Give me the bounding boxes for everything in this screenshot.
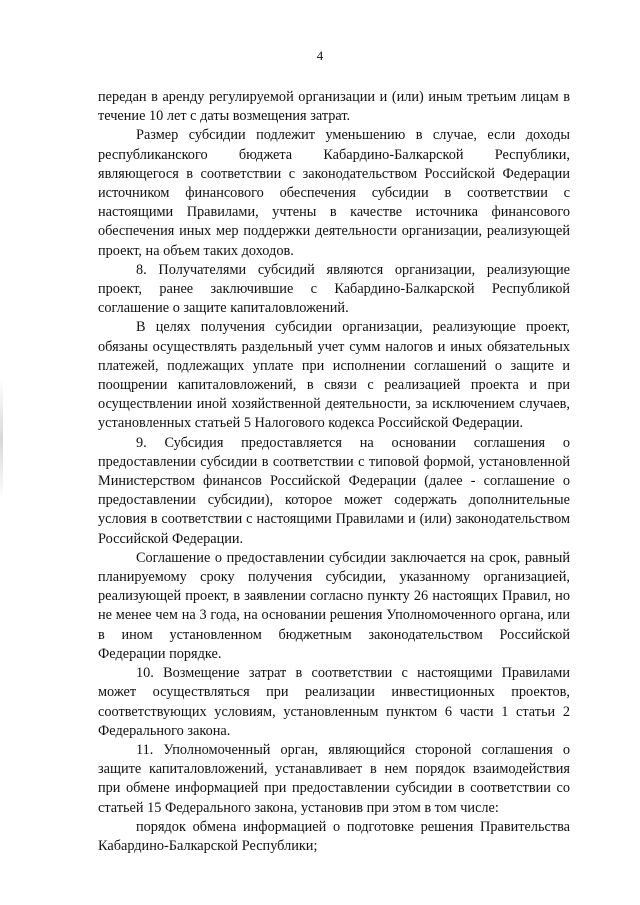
paragraph-8: 11. Уполномоченный орган, являющийся стороной соглашения о защите капиталовложений, устанавливает в нем порядок взаимодействия при обмене информацией при предоставлении субсидии в соответствии со статьей 15 Федерального закона, установив при этом в том числе:	[98, 741, 570, 816]
document-body	[98, 88, 570, 856]
page-number: 4	[316, 48, 324, 63]
paragraph-6: Соглашение о предоставлении субсидии заключается на срок, равный планируемому сроку получения субсидии, указанному организацией, реализующей проект, в заявлении согласно пункту 26 настоящих Правил, но не менее чем на 3 года, на основании решения Уполномоченного органа, или в ином установленном бюджетным законодательством Российской Федерации порядке.	[98, 549, 570, 662]
paragraph-7: 10. Возмещение затрат в соответствии с настоящими Правилами может осуществляться при реализации инвестиционных проектов, соответствующих условиям, установленным пунктом 6 части 1 статьи 2 Федерального закона.	[98, 665, 570, 739]
paragraph-9: порядок обмена информацией о подготовке решения Правительства Кабардино-Балкарской Республики;	[98, 818, 570, 854]
paragraph-4: В целях получения субсидии организации, реализующие проект, обязаны осуществлять раздельный учет сумм налогов и иных обязательных платежей, подлежащих уплате при исполнении соглашений о защите и поощрении капиталовложений, в связи с реализацией проекта и при осуществлении иной хозяйственной деятельности, за исключением случаев, установленных статьей 5 Налогового кодекса Российской Федерации.	[98, 319, 570, 432]
paragraph-1: передан в аренду регулируемой организации и (или) иным третьим лицам в течение 10 лет с даты возмещения затрат.	[98, 89, 570, 125]
paragraph-2: Размер субсидии подлежит уменьшению в случае, если доходы республиканского бюджета Кабардино-Балкарской Республики, являющегося в соответствии с законодательством Российской Федерации источником финансового обеспечения субсидии в соответствии с настоящими Правилами, учтены в качестве источника финансового обеспечения иных мер поддержки деятельности организации, реализующей проект, на объем таких доходов.	[98, 127, 570, 259]
paragraph-3: 8. Получателями субсидий являются организации, реализующие проект, ранее заключившие с Кабардино-Балкарской Республикой соглашение о защите капиталовложений.	[98, 261, 570, 317]
paragraph-5: 9. Субсидия предоставляется на основании соглашения о предоставлении субсидии в соответствии с типовой формой, установленной Министерством финансов Российской Федерации (далее - соглашение о предоставлении субсидии), которое может содержать дополнительные условия в соответствии с настоящими Правилами и (или) законодательством Российской Федерации.	[98, 434, 570, 547]
scan-edge-shadow	[0, 380, 3, 500]
